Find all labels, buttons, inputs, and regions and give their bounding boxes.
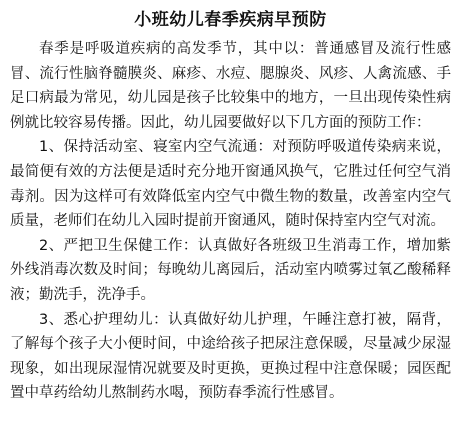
paragraph-hygiene: 2、严把卫生保健工作：认真做好各班级卫生消毒工作，增加紫外线消毒次数及时间；每晚幼儿离园后，活动室内喷雾过氧乙酸稀释液；勤洗手，洗净手。 bbox=[10, 237, 451, 303]
article-title: 小班幼儿春季疾病早预防 bbox=[134, 10, 327, 30]
paragraph-ventilation: 1、保持活动室、寝室内空气流通：对预防呼吸道传染病来说，最简便有效的方法便是适时充分地开窗通风换气，它胜过任何空气消毒剂。因为这样可有效降低室内空气中微生物的数量，改善室内空气质量，老师们在幼儿入园时提前开窗通风，随时保持室内空气对流。 bbox=[10, 139, 451, 230]
paragraph-intro: 春季是呼吸道疾病的高发季节，其中以：普通感冒及流行性感冒、流行性脑脊髓膜炎、麻疹、水痘、腮腺炎、风疹、人禽流感、手足口病最为常见，幼儿园是孩子比较集中的地方，一旦出现传染性病例就比较容易传播。因此，幼儿园要做好以下几方面的预防工作： bbox=[10, 41, 451, 131]
paragraph-care: 3、悉心护理幼儿：认真做好幼儿护理，午睡注意打被，隔背，了解每个孩子大小便时间，中途给孩子把尿注意保暖，尽量减少尿湿现象，如出现尿湿情况就要及时更换，更换过程中注意保暖；园医配置中草药给幼儿熬制药水喝，预防春季流行性感冒。 bbox=[10, 311, 451, 402]
